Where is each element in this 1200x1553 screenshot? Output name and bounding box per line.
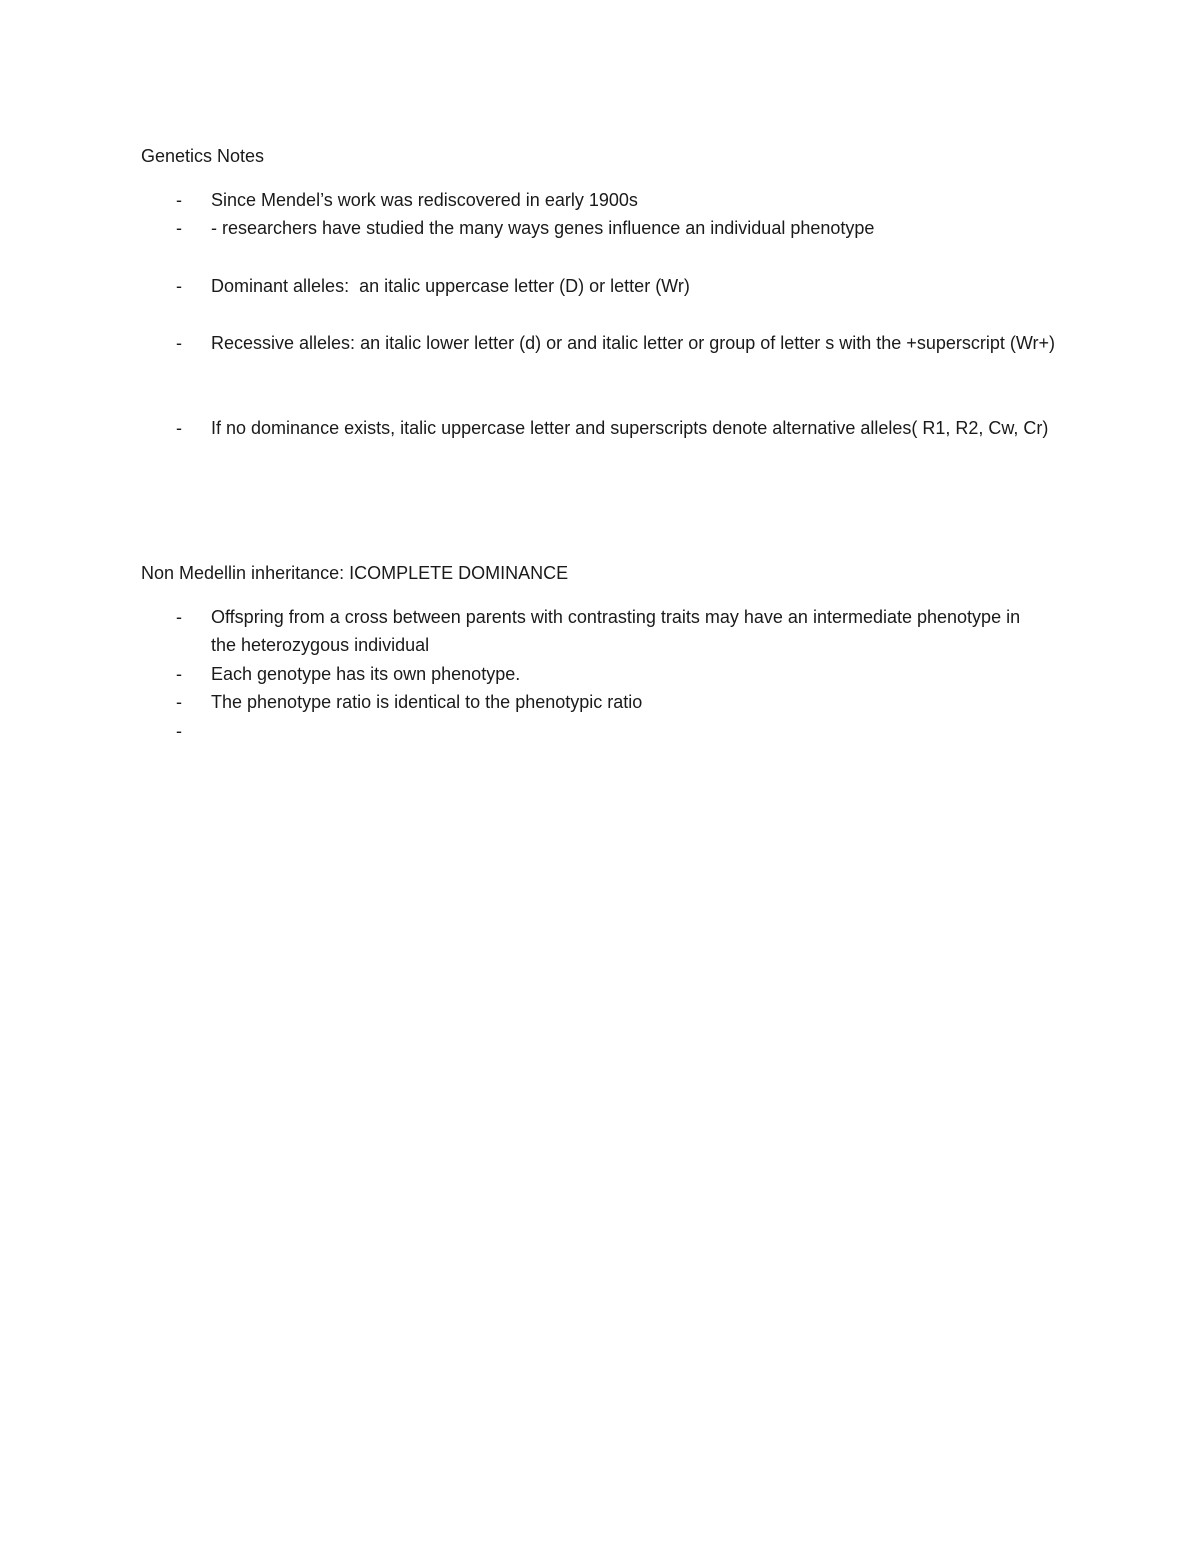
list-dash: - [176, 418, 182, 438]
list-dash: - [176, 276, 182, 296]
list-item-text: If no dominance exists, italic uppercase letter and superscripts denote alternative alleles( R1, R2, Cw, Cr) [211, 418, 1049, 438]
list-item-text: Offspring from a cross between parents with contrasting traits may have an intermediate phenotype in the heterozygous individual [211, 607, 1026, 655]
list-item-text: - researchers have studied the many ways genes influence an individual phenotype [211, 218, 875, 238]
list-dash: - [176, 692, 182, 712]
list-dash: - [176, 190, 182, 210]
list-dash: - [176, 664, 182, 684]
list-item-text: Since Mendel’s work was rediscovered in early 1900s [211, 190, 638, 210]
list-dash: - [176, 607, 182, 627]
list-item-text: The phenotype ratio is identical to the phenotypic ratio [211, 692, 643, 712]
list-item-text: Recessive alleles: an italic lower letter (d) or and italic letter or group of letter s with the +superscript (Wr+) [211, 333, 1056, 353]
list-dash: - [176, 218, 182, 238]
list-dash: - [176, 333, 182, 353]
list-dash: - [176, 721, 182, 741]
list-item-text: Each genotype has its own phenotype. [211, 664, 521, 684]
list-item-text: Dominant alleles: an italic uppercase letter (D) or letter (Wr) [211, 276, 690, 296]
section-heading-incomplete-dominance: Non Medellin inheritance: ICOMPLETE DOMINANCE [141, 563, 569, 583]
section-heading-genetics-notes: Genetics Notes [141, 146, 265, 166]
